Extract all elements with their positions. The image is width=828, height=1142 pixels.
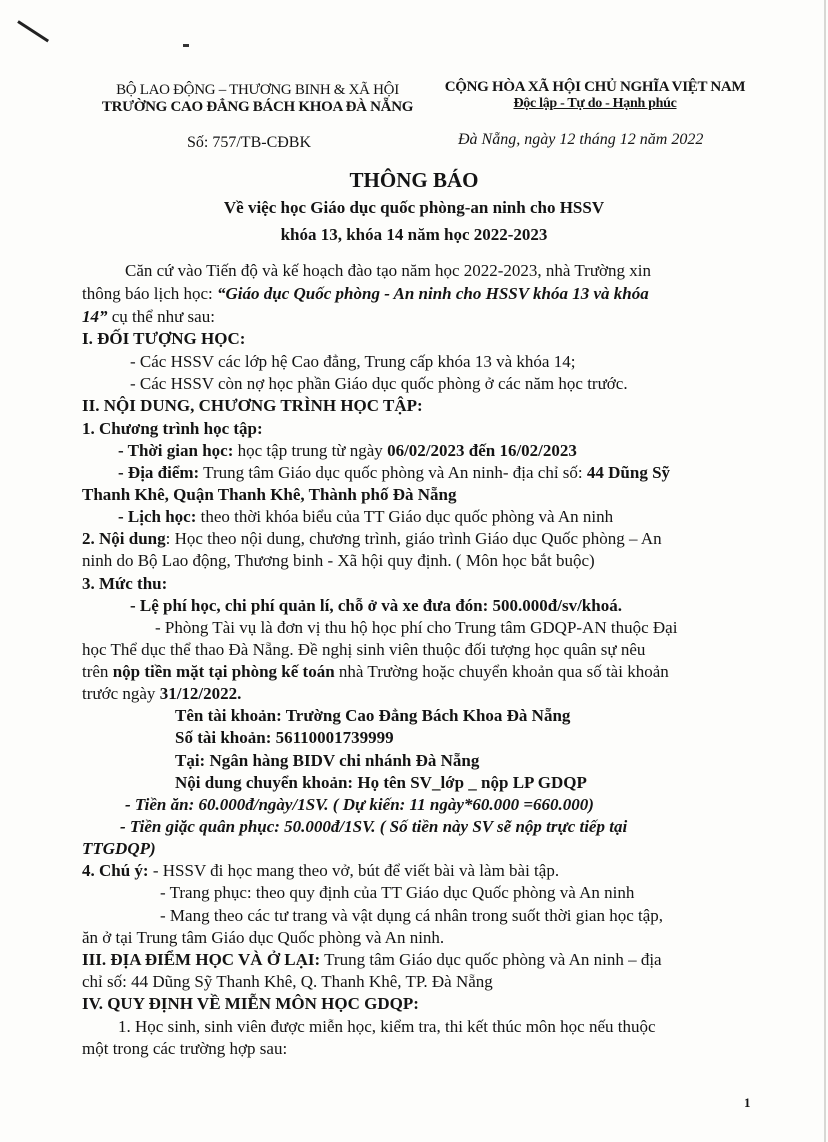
account-bank: Tại: Ngân hàng BIDV chi nhánh Đà Nẵng — [175, 751, 480, 770]
uniform-fee-line-1: - Tiền giặc quân phục: 50.000đ/1SV. ( Số tiền này SV sẽ nộp trực tiếp tại — [120, 817, 628, 836]
content-line-2: ninh do Bộ Lao động, Thương binh - Xã hội quy định. ( Môn học bắt buộc) — [82, 551, 595, 570]
payment-deadline: 31/12/2022. — [159, 684, 242, 703]
page-number: 1 — [744, 1095, 751, 1110]
document-subtitle-1: Về việc học Giáo dục quốc phòng-an ninh cho HSSV — [223, 198, 605, 217]
section-3-line-1 — [82, 949, 662, 971]
document-date: Đà Nẵng, ngày 12 tháng 12 năm 2022 — [458, 131, 704, 148]
intro-line-2 — [82, 283, 649, 305]
program-heading: 1. Chương trình học tập: — [82, 419, 263, 438]
finance-line-3-c: nhà Trường hoặc chuyển khoản qua số tài khoản — [334, 662, 669, 681]
finance-line-2: học Thể dục thể thao Đà Nẵng. Đề nghị sinh viên thuộc đối tượng học quân sự nêu — [82, 640, 646, 659]
account-number: Số tài khoản: 56110001739999 — [175, 728, 394, 747]
study-place-address: Thanh Khê, Quận Thanh Khê, Thành phố Đà Nẵng — [82, 485, 457, 504]
study-place — [118, 462, 670, 484]
intro-line-2-text: thông báo lịch học: — [82, 284, 218, 303]
note-line-1 — [82, 860, 559, 882]
study-schedule — [118, 506, 613, 528]
account-name: Tên tài khoản: Trường Cao Đẳng Bách Khoa Đà Nẵng — [175, 706, 571, 725]
finance-line-4-a: trước ngày — [82, 684, 160, 703]
section-4-line-1: 1. Học sinh, sinh viên được miễn học, kiểm tra, thi kết thúc môn học nếu thuộc — [118, 1017, 656, 1036]
cash-payment-note: nộp tiền mặt tại phòng kế toán — [112, 662, 335, 681]
section-3-text: Trung tâm Giáo dục quốc phòng và An ninh – địa — [320, 950, 662, 969]
section-3-line-2: chỉ số: 44 Dũng Sỹ Thanh Khê, Q. Thanh Khê, TP. Đà Nẵng — [82, 972, 493, 991]
pen-dot — [183, 44, 189, 47]
content-label: 2. Nội dung — [82, 529, 166, 548]
section-4-heading: IV. QUY ĐỊNH VỀ MIỄN MÔN HỌC GDQP: — [82, 994, 419, 1013]
study-schedule-label: - Lịch học: — [118, 507, 197, 526]
study-time — [118, 440, 577, 462]
study-time-label: - Thời gian học: — [118, 441, 234, 460]
fee-heading: 3. Mức thu: — [82, 574, 168, 593]
section-1-item-1: - Các HSSV các lớp hệ Cao đẳng, Trung cấp khóa 13 và khóa 14; — [130, 352, 576, 371]
content-text: : Học theo nội dung, chương trình, giáo trình Giáo dục Quốc phòng – An — [165, 529, 662, 548]
section-4-line-2: một trong các trường hợp sau: — [82, 1039, 288, 1058]
national-motto: Độc lập - Tự do - Hạnh phúc — [513, 96, 677, 111]
fee-line: - Lệ phí học, chi phí quản lí, chỗ ở và xe đưa đón: 500.000đ/sv/khoá. — [130, 596, 622, 615]
course-name-end: 14” — [82, 307, 108, 326]
course-name: “Giáo dục Quốc phòng - An ninh cho HSSV khóa 13 và khóa — [217, 284, 649, 303]
note-line-2: - Trang phục: theo quy định của TT Giáo dục Quốc phòng và An ninh — [160, 883, 635, 902]
note-text-1: - HSSV đi học mang theo vở, bút để viết bài và làm bài tập. — [148, 861, 560, 880]
note-label: 4. Chú ý: — [82, 861, 149, 880]
study-place-text: Trung tâm Giáo dục quốc phòng và An ninh- địa chỉ số: — [199, 463, 587, 482]
study-time-text: học tập trung từ ngày — [233, 441, 388, 460]
ministry-name: BỘ LAO ĐỘNG – THƯƠNG BINH & XÃ HỘI — [116, 82, 399, 98]
study-place-street: 44 Dũng Sỹ — [586, 463, 671, 482]
finance-line-3 — [82, 661, 669, 683]
section-1-heading: I. ĐỐI TƯỢNG HỌC: — [82, 329, 246, 348]
food-fee: - Tiền ăn: 60.000đ/ngày/1SV. ( Dự kiến: 11 ngày*60.000 =660.000) — [125, 795, 594, 814]
study-schedule-text: theo thời khóa biểu của TT Giáo dục quốc phòng và An ninh — [196, 507, 614, 526]
issuer-block — [95, 82, 420, 116]
finance-line-1: - Phòng Tài vụ là đơn vị thu hộ học phí cho Trung tâm GDQP-AN thuộc Đại — [155, 618, 678, 637]
school-name: TRƯỜNG CAO ĐẲNG BÁCH KHOA ĐÀ NẴNG — [101, 99, 414, 115]
section-2-heading: II. NỘI DUNG, CHƯƠNG TRÌNH HỌC TẬP: — [82, 396, 423, 415]
intro-line-1: Căn cứ vào Tiến độ và kế hoạch đào tạo năm học 2022-2023, nhà Trường xin — [125, 261, 652, 280]
note-line-4: ăn ở tại Trung tâm Giáo dục Quốc phòng và An ninh. — [82, 928, 445, 947]
finance-line-4 — [82, 683, 241, 705]
republic-name: CỘNG HÒA XÃ HỘI CHỦ NGHĨA VIỆT NAM — [444, 79, 746, 95]
section-3-heading: III. ĐỊA ĐIỂM HỌC VÀ Ở LẠI: — [82, 950, 321, 969]
document-subtitle-2: khóa 13, khóa 14 năm học 2022-2023 — [280, 225, 548, 244]
study-time-dates: 06/02/2023 đến 16/02/2023 — [387, 441, 577, 460]
document-number: Số: 757/TB-CĐBK — [187, 134, 312, 151]
transfer-content: Nội dung chuyển khoản: Họ tên SV_lớp _ nộp LP GDQP — [175, 773, 587, 792]
document-title: THÔNG BÁO — [349, 168, 479, 192]
note-line-3: - Mang theo các tư trang và vật dụng cá nhân trong suốt thời gian học tập, — [160, 906, 664, 925]
pen-mark — [17, 20, 49, 42]
national-block — [425, 79, 765, 112]
study-place-label: - Địa điểm: — [118, 463, 200, 482]
finance-line-3-a: trên — [82, 662, 113, 681]
uniform-fee-line-2: TTGDQP) — [82, 839, 156, 858]
content-line-1 — [82, 528, 662, 550]
intro-line-3 — [82, 306, 215, 328]
section-1-item-2: - Các HSSV còn nợ học phần Giáo dục quốc phòng ở các năm học trước. — [130, 374, 628, 393]
intro-line-3-text: cụ thể như sau: — [107, 307, 215, 326]
